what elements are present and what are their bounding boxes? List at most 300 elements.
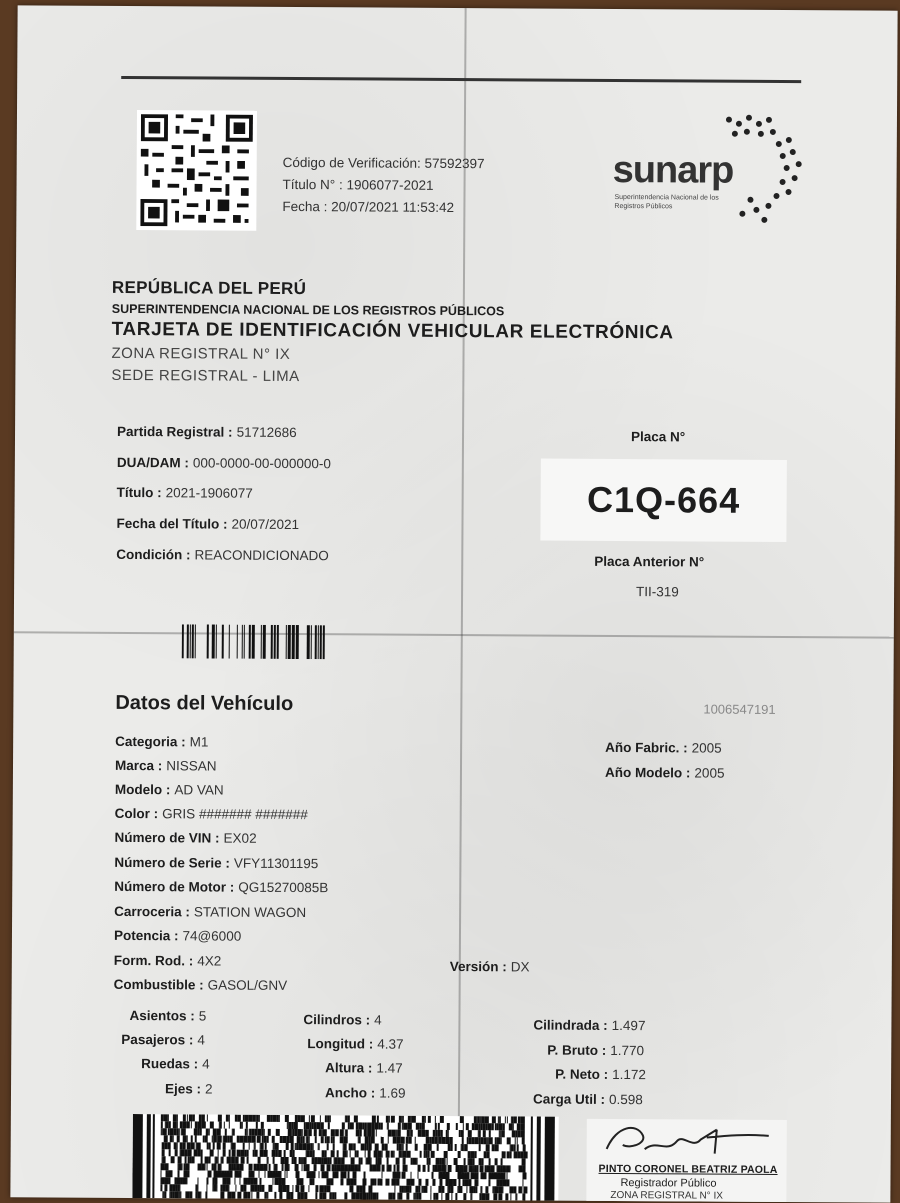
barcode-module xyxy=(213,1136,214,1143)
barcode-module xyxy=(469,1165,470,1172)
logo-subtitle: Superintendencia Nacional de los Registros Públicos xyxy=(614,193,719,211)
barcode-module xyxy=(497,1172,500,1179)
barcode-module xyxy=(468,1179,471,1186)
barcode-module xyxy=(335,1157,338,1164)
barcode-module xyxy=(218,1136,222,1143)
barcode-module xyxy=(278,1150,279,1157)
registry-seat: SEDE REGISTRAL - LIMA xyxy=(111,366,300,386)
barcode-module xyxy=(341,1164,345,1171)
barcode-bar xyxy=(237,625,238,659)
barcode-module xyxy=(331,1150,335,1157)
barcode-module xyxy=(181,1149,185,1156)
barcode-module xyxy=(430,1193,431,1200)
barcode-module xyxy=(365,1143,367,1150)
barcode-module xyxy=(521,1151,524,1158)
barcode-module xyxy=(357,1150,359,1157)
barcode-module xyxy=(370,1193,372,1200)
barcode-module xyxy=(291,1143,294,1150)
barcode-module xyxy=(428,1151,430,1158)
barcode-module xyxy=(220,1185,222,1192)
barcode-module xyxy=(301,1136,303,1143)
barcode-module xyxy=(438,1137,439,1144)
barcode-module xyxy=(237,1192,241,1199)
barcode-module xyxy=(239,1178,240,1185)
barcode-module xyxy=(437,1144,439,1151)
barcode-module xyxy=(334,1171,338,1178)
barcode-module xyxy=(261,1185,264,1192)
barcode-module xyxy=(307,1143,311,1150)
barcode-module xyxy=(261,1143,264,1150)
barcode-module xyxy=(435,1165,438,1172)
barcode-module xyxy=(260,1150,264,1157)
barcode-module xyxy=(287,1136,290,1143)
barcode-module xyxy=(264,1164,268,1171)
barcode-module xyxy=(413,1158,417,1165)
barcode-module xyxy=(173,1114,177,1121)
barcode-bar xyxy=(249,625,251,659)
condicion-field xyxy=(116,547,329,563)
barcode-module xyxy=(288,1129,292,1136)
barcode-module xyxy=(411,1158,413,1165)
barcode-module xyxy=(184,1163,186,1170)
barcode-module xyxy=(422,1130,426,1137)
barcode-module xyxy=(385,1144,388,1151)
barcode-module xyxy=(250,1185,254,1192)
barcode-module xyxy=(234,1164,236,1171)
barcode-module xyxy=(245,1129,247,1136)
barcode-module xyxy=(189,1191,192,1198)
ruedas-field xyxy=(141,1056,210,1071)
barcode-guard-bar xyxy=(146,1114,151,1198)
barcode-module xyxy=(182,1128,186,1135)
barcode-module xyxy=(300,1192,303,1199)
barcode-module xyxy=(335,1164,337,1171)
barcode-module xyxy=(205,1163,206,1170)
barcode-module xyxy=(425,1179,428,1186)
barcode-module xyxy=(460,1116,464,1123)
barcode-module xyxy=(502,1186,503,1193)
barcode-module xyxy=(401,1137,405,1144)
barcode-module xyxy=(507,1151,510,1158)
barcode-module xyxy=(223,1150,226,1157)
barcode-module xyxy=(381,1123,383,1130)
barcode-module xyxy=(177,1135,180,1142)
barcode-module xyxy=(402,1144,403,1151)
barcode-module xyxy=(372,1130,375,1137)
barcode-module xyxy=(175,1149,178,1156)
barcode-guard-bar xyxy=(544,1117,555,1201)
sunarp-logo xyxy=(612,109,813,230)
cilindrada-label: Cilindrada : xyxy=(533,1017,608,1033)
barcode-module xyxy=(237,1136,240,1143)
barcode-module xyxy=(293,1129,295,1136)
barcode-module xyxy=(164,1191,166,1198)
barcode-module xyxy=(397,1144,399,1151)
barcode-module xyxy=(444,1151,448,1158)
qr-code xyxy=(136,110,257,231)
barcode-module xyxy=(173,1135,174,1142)
barcode-module xyxy=(236,1164,237,1171)
barcode-module xyxy=(273,1115,277,1122)
barcode-module xyxy=(411,1130,413,1137)
barcode-module xyxy=(255,1150,258,1157)
barcode-module xyxy=(502,1151,506,1158)
barcode-module xyxy=(404,1123,408,1130)
barcode-module xyxy=(447,1123,450,1130)
barcode-module xyxy=(483,1123,486,1130)
barcode-module xyxy=(259,1115,260,1122)
barcode-module xyxy=(290,1192,293,1199)
barcode-module xyxy=(179,1191,180,1198)
barcode-module xyxy=(497,1165,498,1172)
barcode-module xyxy=(428,1165,430,1172)
barcode-module xyxy=(288,1122,289,1129)
barcode-module xyxy=(281,1178,285,1185)
barcode-bar xyxy=(244,625,245,659)
barcode-module xyxy=(315,1157,318,1164)
barcode-module xyxy=(218,1157,219,1164)
barcode-module xyxy=(394,1165,396,1172)
barcode-module xyxy=(341,1157,342,1164)
barcode-module xyxy=(193,1114,195,1121)
barcode-module xyxy=(376,1130,377,1137)
barcode-module xyxy=(503,1165,506,1172)
barcode-module xyxy=(385,1179,389,1186)
anio-fabric-value: 2005 xyxy=(691,740,722,756)
barcode-module xyxy=(354,1115,358,1122)
barcode-module xyxy=(329,1192,331,1199)
barcode-module xyxy=(425,1116,426,1123)
barcode-module xyxy=(205,1135,208,1142)
barcode-module xyxy=(277,1171,281,1178)
vin-value: EX02 xyxy=(223,830,257,846)
handwritten-signature xyxy=(597,1119,777,1164)
barcode-module xyxy=(253,1171,254,1178)
barcode-module xyxy=(377,1165,381,1172)
barcode-module xyxy=(218,1115,222,1122)
barcode-module xyxy=(283,1136,287,1143)
barcode-module xyxy=(432,1137,435,1144)
barcode-module xyxy=(321,1164,325,1171)
barcode-module xyxy=(333,1143,335,1150)
barcode-module xyxy=(343,1150,347,1157)
barcode-module xyxy=(304,1122,306,1129)
barcode-module xyxy=(183,1121,187,1128)
barcode-module xyxy=(468,1130,472,1137)
barcode-module xyxy=(492,1123,494,1130)
barcode-module xyxy=(191,1142,195,1149)
barcode-module xyxy=(306,1150,307,1157)
barcode-module xyxy=(520,1165,523,1172)
ancho-value: 1.69 xyxy=(379,1085,406,1101)
barcode-module xyxy=(327,1136,330,1143)
barcode-module xyxy=(487,1151,490,1158)
barcode-module xyxy=(255,1143,256,1150)
barcode-bar xyxy=(271,625,273,659)
barcode-module xyxy=(232,1164,234,1171)
barcode-module xyxy=(386,1151,390,1158)
barcode-module xyxy=(433,1165,435,1172)
barcode-module xyxy=(231,1157,232,1164)
barcode-module xyxy=(178,1163,179,1170)
barcode-module xyxy=(299,1143,303,1150)
barcode-module xyxy=(303,1192,304,1199)
serie-value: VFY11301195 xyxy=(233,855,319,872)
barcode-module xyxy=(226,1178,230,1185)
barcode-module xyxy=(253,1115,256,1122)
barcode-module xyxy=(473,1158,475,1165)
barcode-module xyxy=(479,1130,481,1137)
carga-util-value: 0.598 xyxy=(608,1091,643,1108)
barcode-module xyxy=(473,1165,474,1172)
serie-field xyxy=(114,855,318,871)
barcode-module xyxy=(450,1186,453,1193)
barcode-module xyxy=(514,1116,517,1123)
barcode-module xyxy=(309,1178,312,1185)
barcode-module xyxy=(229,1150,231,1157)
barcode-module xyxy=(484,1151,487,1158)
barcode-module xyxy=(438,1186,441,1193)
barcode-module xyxy=(493,1193,497,1200)
barcode-module xyxy=(466,1186,467,1193)
barcode-module xyxy=(462,1179,464,1186)
barcode-module xyxy=(495,1144,499,1151)
barcode-module xyxy=(304,1129,308,1136)
barcode-module xyxy=(241,1150,245,1157)
longitud-label: Longitud : xyxy=(307,1036,374,1052)
barcode-module xyxy=(177,1170,179,1177)
asientos-value: 5 xyxy=(198,1008,207,1024)
barcode-module xyxy=(285,1157,289,1164)
barcode-module xyxy=(435,1116,436,1123)
barcode-module xyxy=(448,1130,449,1137)
barcode-module xyxy=(243,1192,247,1199)
barcode-module xyxy=(314,1122,317,1129)
barcode-module xyxy=(360,1129,362,1136)
barcode-module xyxy=(388,1137,389,1144)
barcode-module xyxy=(280,1136,283,1143)
barcode-module xyxy=(492,1116,496,1123)
barcode-module xyxy=(172,1184,175,1191)
form-rod-label: Form. Rod. : xyxy=(113,952,194,969)
barcode-module xyxy=(169,1191,170,1198)
ancho-label: Ancho : xyxy=(324,1085,376,1101)
verification-code: Código de Verificación: 57592397 xyxy=(282,154,485,172)
barcode-module xyxy=(500,1172,503,1179)
barcode-module xyxy=(426,1151,428,1158)
barcode-module xyxy=(321,1171,324,1178)
serie-label: Número de Serie : xyxy=(114,854,231,871)
barcode-module xyxy=(162,1128,163,1135)
barcode-module xyxy=(322,1192,326,1199)
barcode-module xyxy=(427,1158,429,1165)
barcode-module xyxy=(330,1178,333,1185)
barcode-module xyxy=(311,1171,315,1178)
barcode-module xyxy=(512,1130,516,1137)
previous-plate-label: Placa Anterior N° xyxy=(594,553,705,570)
barcode-module xyxy=(310,1150,313,1157)
barcode-module xyxy=(507,1137,511,1144)
barcode-module xyxy=(442,1158,445,1165)
fecha-titulo-field xyxy=(116,516,299,532)
verification-title-number: Título N° : 1906077-2021 xyxy=(282,176,434,193)
barcode-module xyxy=(448,1144,451,1151)
barcode-module xyxy=(410,1172,411,1179)
barcode-module xyxy=(188,1149,192,1156)
barcode-module xyxy=(358,1164,359,1171)
color-field xyxy=(115,806,308,822)
barcode-module xyxy=(209,1157,211,1164)
barcode-module xyxy=(164,1114,168,1121)
barcode-module xyxy=(479,1137,481,1144)
barcode-module xyxy=(254,1143,255,1150)
barcode-module xyxy=(213,1185,216,1192)
barcode-module xyxy=(240,1122,242,1129)
barcode-module xyxy=(165,1170,167,1177)
barcode-module xyxy=(387,1165,388,1172)
carroceria-value: STATION WAGON xyxy=(193,904,307,921)
barcode-module xyxy=(475,1151,477,1158)
barcode-module xyxy=(507,1116,508,1123)
barcode-module xyxy=(403,1165,407,1172)
barcode-module xyxy=(489,1130,491,1137)
barcode-module xyxy=(416,1123,420,1130)
barcode-module xyxy=(298,1129,302,1136)
barcode-module xyxy=(162,1191,163,1198)
barcode-module xyxy=(227,1192,231,1199)
barcode-module xyxy=(297,1143,299,1150)
barcode-module xyxy=(376,1158,378,1165)
barcode-module xyxy=(457,1172,461,1179)
barcode-bar xyxy=(190,624,191,658)
barcode-module xyxy=(455,1193,457,1200)
barcode-module xyxy=(306,1171,310,1178)
barcode-module xyxy=(195,1135,197,1142)
barcode-module xyxy=(373,1165,377,1172)
barcode-module xyxy=(249,1164,253,1171)
barcode-module xyxy=(372,1116,376,1123)
barcode-module xyxy=(258,1129,262,1136)
barcode-module xyxy=(464,1179,468,1186)
ejes-value: 2 xyxy=(205,1081,213,1097)
vin-field xyxy=(115,830,257,846)
barcode-module xyxy=(266,1192,267,1199)
barcode-module xyxy=(497,1123,499,1130)
barcode-module xyxy=(500,1116,501,1123)
barcode-module xyxy=(441,1186,444,1193)
barcode-module xyxy=(292,1185,293,1192)
barcode-module xyxy=(308,1129,309,1136)
agency-heading: SUPERINTENDENCIA NACIONAL DE LOS REGISTROS PÚBLICOS xyxy=(111,301,505,319)
barcode-module xyxy=(483,1130,486,1137)
barcode-module xyxy=(218,1150,219,1157)
barcode-module xyxy=(392,1130,396,1137)
barcode-bar xyxy=(195,624,196,658)
barcode-module xyxy=(306,1136,307,1143)
barcode-module xyxy=(479,1123,481,1130)
barcode-module xyxy=(207,1171,211,1178)
barcode-module xyxy=(511,1144,514,1151)
barcode-module xyxy=(499,1116,500,1123)
barcode-module xyxy=(502,1130,505,1137)
barcode-module xyxy=(160,1184,162,1191)
barcode-module xyxy=(488,1137,489,1144)
barcode-module xyxy=(318,1143,319,1150)
barcode-module xyxy=(466,1172,469,1179)
signer-zone: ZONA REGISTRAL N° IX xyxy=(610,1189,723,1202)
barcode-module xyxy=(367,1122,368,1129)
barcode-module xyxy=(298,1115,301,1122)
barcode-module xyxy=(274,1143,275,1150)
barcode-module xyxy=(264,1192,266,1199)
barcode-bar xyxy=(296,625,299,659)
barcode-bar xyxy=(212,625,215,659)
barcode-module xyxy=(461,1130,464,1137)
barcode-module xyxy=(438,1165,442,1172)
barcode-module xyxy=(399,1144,402,1151)
barcode-module xyxy=(502,1179,506,1186)
longitud-value: 4.37 xyxy=(377,1036,404,1052)
barcode-module xyxy=(495,1137,497,1144)
barcode-module xyxy=(207,1115,208,1122)
barcode-module xyxy=(167,1170,168,1177)
barcode-module xyxy=(379,1179,382,1186)
p-bruto-label: P. Bruto : xyxy=(547,1042,607,1058)
barcode-module xyxy=(446,1130,448,1137)
barcode-module xyxy=(253,1150,255,1157)
p-neto-label: P. Neto : xyxy=(555,1066,609,1082)
combustible-field xyxy=(114,977,288,993)
barcode-module xyxy=(347,1171,349,1178)
dua-value: 000-0000-00-000000-0 xyxy=(192,455,332,472)
barcode-bar xyxy=(229,625,230,659)
barcode-module xyxy=(464,1158,466,1165)
barcode-module xyxy=(375,1123,379,1130)
barcode-module xyxy=(428,1116,431,1123)
barcode-module xyxy=(169,1149,171,1156)
barcode-module xyxy=(181,1128,182,1135)
barcode-module xyxy=(264,1136,267,1143)
carroceria-label: Carroceria : xyxy=(114,903,190,920)
barcode-module xyxy=(324,1157,328,1164)
barcode-module xyxy=(318,1171,319,1178)
version-label: Versión : xyxy=(449,958,507,975)
barcode-module xyxy=(381,1137,384,1144)
barcode-module xyxy=(249,1129,250,1136)
barcode-bar xyxy=(288,625,291,659)
barcode-module xyxy=(519,1165,520,1172)
barcode-module xyxy=(440,1158,442,1165)
barcode-module xyxy=(219,1122,220,1129)
barcode-module xyxy=(521,1123,525,1130)
barcode-module xyxy=(240,1164,244,1171)
barcode-module xyxy=(259,1185,261,1192)
barcode-module xyxy=(371,1137,375,1144)
ruedas-label: Ruedas : xyxy=(141,1056,199,1072)
barcode-module xyxy=(495,1158,498,1165)
barcode-module xyxy=(515,1193,516,1200)
barcode-module xyxy=(359,1157,361,1164)
barcode-module xyxy=(228,1136,230,1143)
barcode-module xyxy=(362,1185,365,1192)
barcode-module xyxy=(391,1179,395,1186)
barcode-module xyxy=(391,1151,394,1158)
barcode-module xyxy=(359,1192,362,1199)
barcode-module xyxy=(440,1116,444,1123)
barcode-module xyxy=(498,1165,501,1172)
barcode-module xyxy=(388,1165,392,1172)
barcode-module xyxy=(506,1179,509,1186)
